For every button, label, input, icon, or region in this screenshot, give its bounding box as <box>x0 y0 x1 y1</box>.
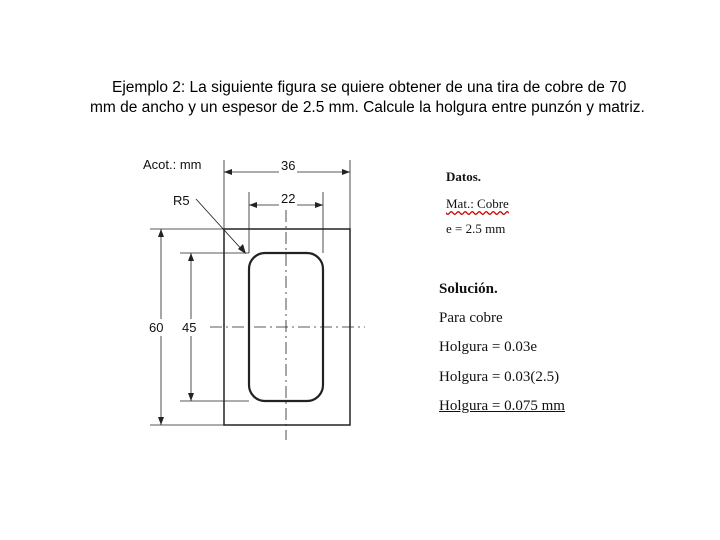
example-text: La siguiente figura se quiere obtener de una tira de cobre de 70 mm de ancho y un espesor de 2.5 mm. Calcule la holgura entre punzón y matriz. <box>90 79 645 116</box>
units-note: Acot.: mm <box>143 157 202 172</box>
dim-inner-width: 22 <box>281 191 296 206</box>
solucion-line-1: Para cobre <box>439 310 503 326</box>
solucion-line-3: Holgura = 0.03(2.5) <box>439 369 560 385</box>
example-label: Ejemplo 2: <box>112 79 186 96</box>
solucion-title: Solución. <box>439 281 498 297</box>
radius-label: R5 <box>173 193 190 208</box>
dim-inner-height: 45 <box>182 320 197 335</box>
solucion-line-2: Holgura = 0.03e <box>439 339 538 355</box>
dim-outer-height: 60 <box>149 320 164 335</box>
datos-material: Mat.: Cobre <box>446 196 509 211</box>
solucion-line-4: Holgura = 0.075 mm <box>439 398 565 414</box>
datos-thickness: e = 2.5 mm <box>446 221 506 236</box>
datos-title: Datos. <box>446 169 482 184</box>
dim-outer-width: 36 <box>281 158 296 173</box>
